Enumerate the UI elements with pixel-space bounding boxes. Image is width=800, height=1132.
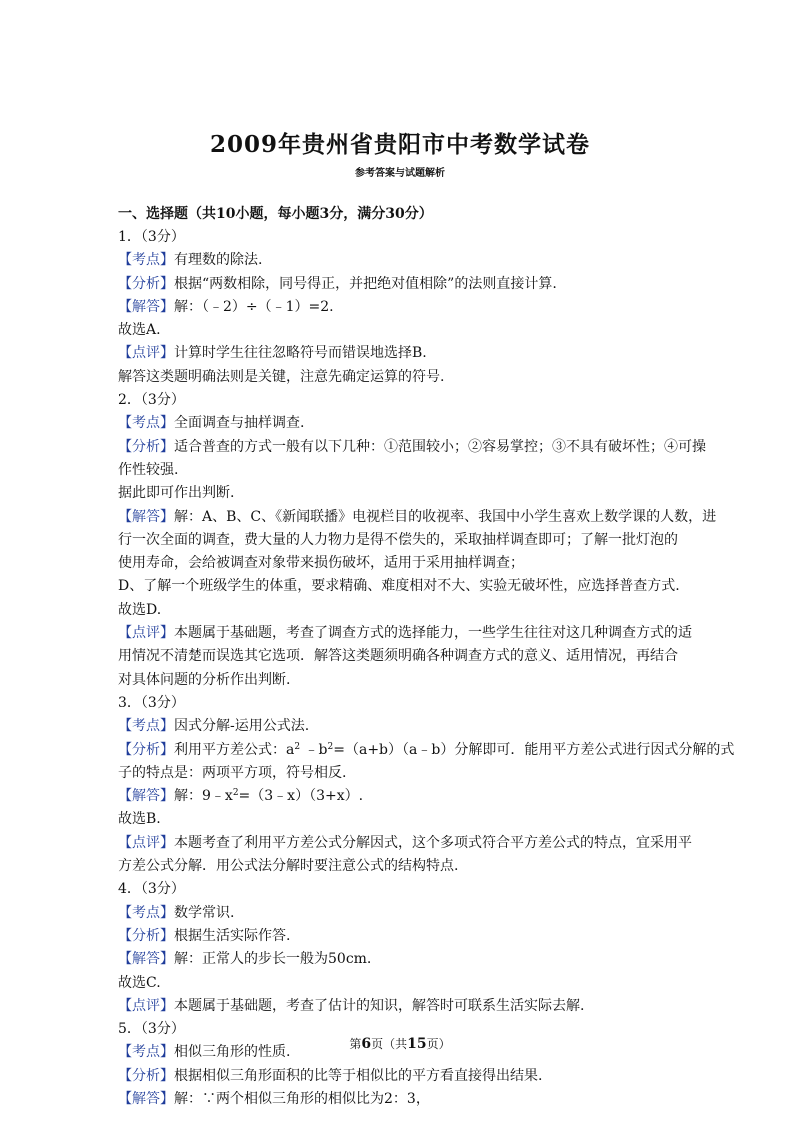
q1-dianping-text: 计算时学生往往忽略符号而错误地选择B. (174, 345, 427, 362)
q3-kaodian-text: 因式分解-运用公式法. (174, 718, 310, 735)
footer-prefix: 第 (349, 1037, 362, 1051)
fenxi-tag: 【分析】 (118, 927, 174, 944)
q3-jieda-text-b: =（3﹣x）（3+x）. (238, 788, 364, 805)
q2-dianping (118, 622, 690, 645)
q4-jieda-text: 解：正常人的步长一般为50cm. (174, 951, 372, 968)
question-2-header: 2．（3分） (118, 392, 185, 409)
q3-fenxi (118, 739, 735, 762)
q4-jieda (118, 948, 690, 971)
q1-fenxi-text: 根据“两数相除，同号得正，并把绝对值相除”的法则直接计算. (174, 275, 557, 292)
question-5-header: 5．（3分） (118, 1021, 185, 1038)
q3-dianping-cont: 方差公式分解．用公式法分解时要注意公式的结构特点. (118, 858, 459, 875)
fenxi-tag: 【分析】 (118, 741, 174, 758)
jieda-tag: 【解答】 (118, 951, 174, 968)
q3-dianping (118, 832, 690, 855)
q5-jieda-text: 解：∵两个相似三角形的相似比为2：3， (174, 1090, 430, 1107)
q1-fenxi (118, 273, 690, 296)
q2-fenxi (118, 436, 706, 459)
q1-dianping (118, 342, 690, 365)
q3-jieda (118, 785, 690, 808)
jieda-tag: 【解答】 (118, 1090, 174, 1107)
dianping-tag: 【点评】 (118, 997, 174, 1014)
q2-fenxi-cont: 据此即可作出判断. (118, 485, 235, 502)
q4-choice: 故选C. (118, 974, 161, 991)
dianping-tag: 【点评】 (118, 834, 174, 851)
footer-mid: 页（共 (371, 1037, 408, 1051)
q3-kaodian (118, 715, 690, 738)
q4-dianping-text: 本题属于基础题，考查了估计的知识，解答时可联系生活实际去解. (174, 997, 585, 1014)
q3-fenxi-text-a: 利用平方差公式：a (174, 741, 295, 758)
jieda-tag: 【解答】 (118, 788, 174, 805)
fenxi-tag: 【分析】 (118, 1067, 174, 1084)
section-heading: 一、选择题（共10小题，每小题3分，满分30分） (118, 206, 433, 222)
dianping-tag: 【点评】 (118, 345, 174, 362)
q2-jieda-cont: 行一次全面的调查，费大量的人力物力是得不偿失的，采取抽样调查即可；了解一批灯泡的 (118, 531, 678, 548)
q4-fenxi (118, 925, 690, 948)
q2-fenxi-cont: 作性较强. (118, 461, 179, 478)
q2-jieda-cont: D、了解一个班级学生的体重，要求精确、难度相对不大、实验无破坏性，应选择普查方式. (118, 578, 680, 595)
q3-dianping-text: 本题考查了利用平方差公式分解因式，这个多项式符合平方差公式的特点，宜采用平 (174, 834, 692, 851)
q2-jieda-text: 解：A、B、C、《新闻联播》电视栏目的收视率、我国中小学生喜欢上数学课的人数，进 (174, 508, 717, 525)
page-title: 2009年贵州省贵阳市中考数学试卷 (209, 131, 590, 158)
q5-jieda (118, 1088, 690, 1111)
page-footer (0, 1035, 800, 1052)
q4-fenxi-text: 根据生活实际作答. (174, 927, 291, 944)
q2-fenxi-text: 适合普查的方式一般有以下几种：①范围较小；②容易掌控；③不具有破坏性；④可操 (174, 438, 706, 455)
question-1-header: 1．（3分） (118, 229, 185, 245)
q3-fenxi-text-b: ﹣b (300, 741, 328, 758)
jieda-tag: 【解答】 (118, 298, 174, 315)
q5-kaodian-text: 相似三角形的性质. (174, 1044, 291, 1061)
answer-content (118, 226, 735, 1111)
q1-choice: 故选A. (118, 322, 161, 339)
q1-kaodian-text: 有理数的除法. (174, 252, 263, 269)
jieda-tag: 【解答】 (118, 508, 174, 525)
superscript: 2 (294, 741, 301, 752)
footer-page-number: 6 (361, 1036, 372, 1052)
footer-suffix: 页） (426, 1037, 451, 1051)
q3-jieda-text-a: 解：9﹣x (174, 788, 233, 805)
q2-dianping-text: 本题属于基础题，考查了调查方式的选择能力，一些学生往往对这几种调查方式的适 (174, 625, 692, 642)
footer-total-pages: 15 (407, 1036, 427, 1052)
q1-jieda-text: 解：（﹣2）÷（﹣1）=2. (174, 298, 334, 315)
q5-fenxi-text: 根据相似三角形面积的比等于相似比的平方看直接得出结果. (174, 1067, 543, 1084)
kaodian-tag: 【考点】 (118, 252, 174, 269)
q4-kaodian (118, 902, 690, 925)
q2-jieda (118, 506, 717, 529)
q3-choice: 故选B. (118, 811, 161, 828)
q2-dianping-cont: 对具体问题的分析作出判断. (118, 671, 291, 688)
q1-kaodian (118, 249, 690, 272)
q2-jieda-cont: 使用寿命，会给被调查对象带来损伤破坏，适用于采用抽样调查； (118, 555, 524, 572)
kaodian-tag: 【考点】 (118, 1044, 174, 1061)
page-subtitle: 参考答案与试题解析 (355, 168, 445, 179)
kaodian-tag: 【考点】 (118, 904, 174, 921)
q2-choice: 故选D. (118, 601, 162, 618)
superscript: 2 (232, 788, 239, 799)
q1-dianping-cont: 解答这类题明确法则是关键，注意先确定运算的符号. (118, 368, 445, 385)
question-4-header: 4．（3分） (118, 881, 185, 898)
q3-fenxi-text-c: =（a+b）（a﹣b）分解即可．能用平方差公式进行因式分解的式 (333, 741, 735, 758)
q1-jieda (118, 296, 690, 319)
kaodian-tag: 【考点】 (118, 415, 174, 432)
q4-dianping (118, 995, 690, 1018)
superscript: 2 (327, 741, 334, 752)
dianping-tag: 【点评】 (118, 625, 174, 642)
q2-dianping-cont: 用情况不清楚而误选其它选项．解答这类题须明确各种调查方式的意义、适用情况，再结合 (118, 648, 678, 665)
fenxi-tag: 【分析】 (118, 438, 174, 455)
q3-fenxi-cont: 子的特点是：两项平方项，符号相反. (118, 764, 347, 781)
q2-kaodian-text: 全面调查与抽样调查. (174, 415, 305, 432)
fenxi-tag: 【分析】 (118, 275, 174, 292)
kaodian-tag: 【考点】 (118, 718, 174, 735)
q5-fenxi (118, 1065, 690, 1088)
question-3-header: 3．（3分） (118, 694, 185, 711)
q2-kaodian (118, 412, 690, 435)
q4-kaodian-text: 数学常识. (174, 904, 235, 921)
